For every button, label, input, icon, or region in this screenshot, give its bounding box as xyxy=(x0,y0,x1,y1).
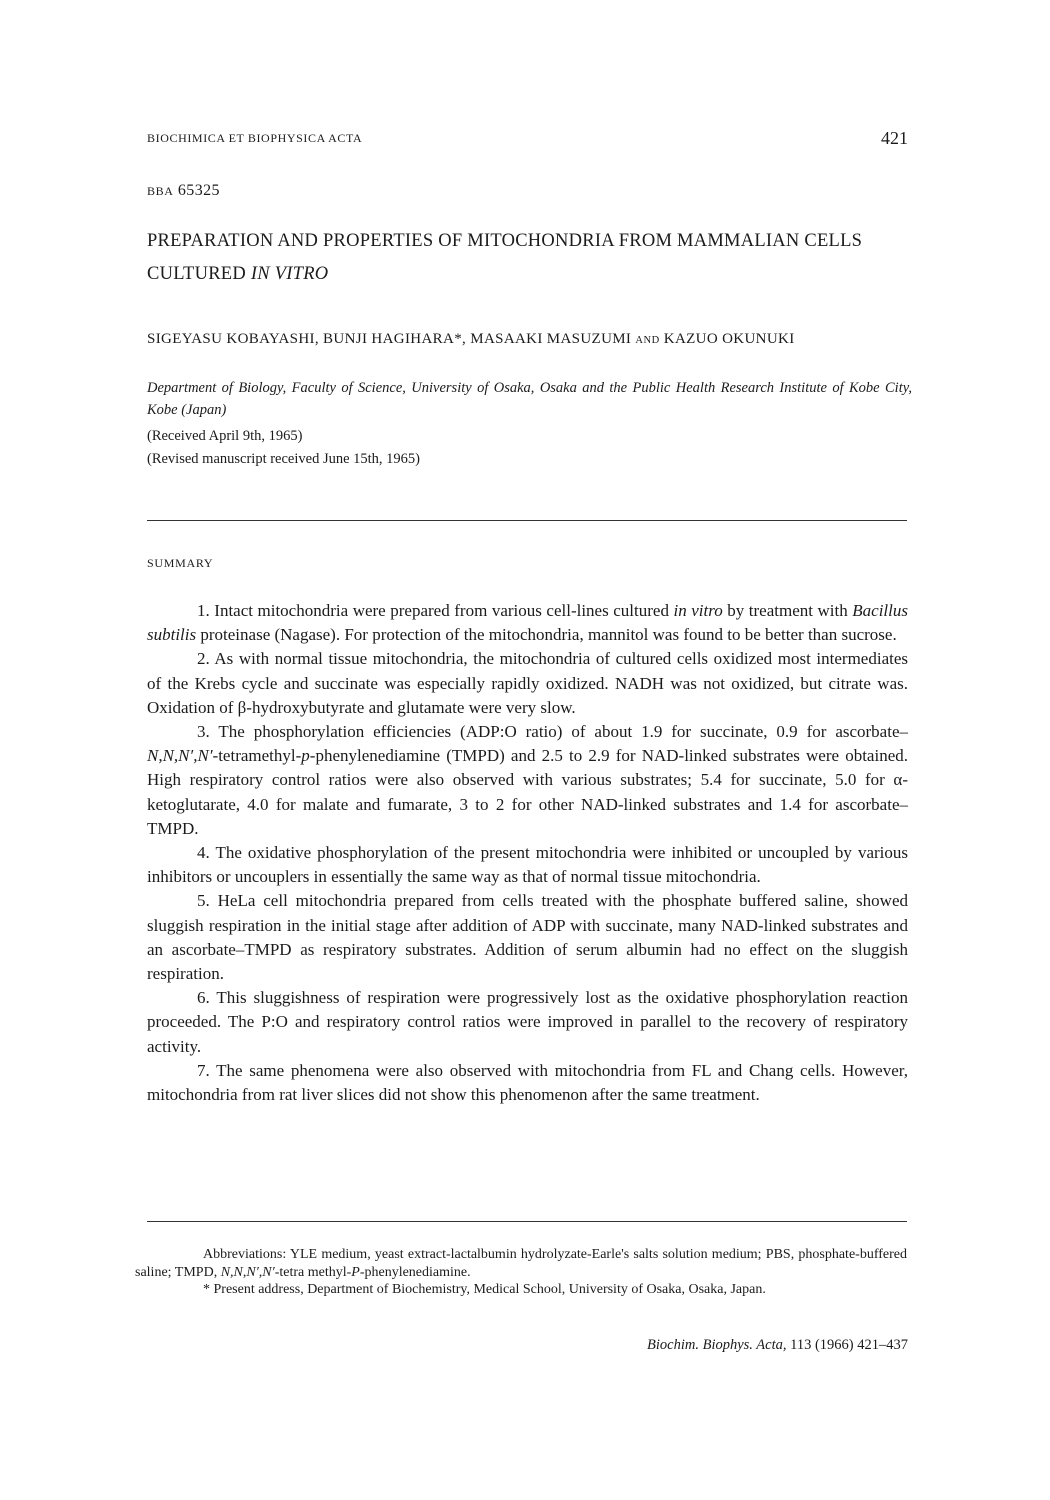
footnote-italic: P xyxy=(351,1264,360,1280)
summary-text: -tetramethyl- xyxy=(212,746,302,766)
bba-number xyxy=(147,182,220,200)
author-list xyxy=(147,328,912,352)
revised-date: (Revised manuscript received June 15th, 1965) xyxy=(147,451,421,467)
present-address-footnote: * Present address, Department of Biochemistry, Medical School, University of Osaka, Osaka, Japan. xyxy=(203,1282,766,1297)
summary-italic: N,N,N′,N′ xyxy=(147,746,213,766)
summary-text: -phenylenediamine (TMPD) and 2.5 to 2.9 for NAD-linked substrates were obtained. High respiratory control ratios were also observed with various substrates; 5.4 for succinate, 5.0 for α-ketoglutarate, 4.0 for malate and fumarate, 3 to 2 for other NAD-linked substrates and 1.4 for ascorbate–TMPD. xyxy=(147,746,908,838)
summary-item-1 xyxy=(147,599,908,647)
authors-part1: SIGEYASU KOBAYASHI, BUNJI HAGIHARA*, MASAAKI MASUZUMI xyxy=(147,331,632,347)
page-number: 421 xyxy=(881,128,908,148)
summary-text: 7. The same phenomena were also observed with mitochondria from FL and Chang cells. However, mitochondria from rat liver slices did not show this phenomenon after the same treatment. xyxy=(147,1060,908,1105)
footnote-text: -phenylenediamine. xyxy=(359,1264,471,1280)
summary-text: 1. Intact mitochondria were prepared from various cell-lines cultured xyxy=(197,601,674,620)
footnote-text: Abbreviations: YLE medium, yeast extract-lactalbumin hydrolyzate-Earle's salts solution medium; PBS, phosphate-buffered saline; TMPD, xyxy=(135,1247,907,1280)
summary-item-5 xyxy=(147,889,908,986)
received-date: (Received April 9th, 1965) xyxy=(147,428,303,444)
summary-text: 3. The phosphorylation efficiencies (ADP:O ratio) of about 1.9 for succinate, 0.9 for ascorbate– xyxy=(197,722,908,742)
summary-text: 2. As with normal tissue mitochondria, the mitochondria of cultured cells oxidized most intermediates of the Krebs cycle and succinate was especially rapidly oxidized. NADH was not oxidized, but citrate was. Oxidation of β-hydroxybutyrate and glutamate were very slow. xyxy=(147,649,908,717)
authors-part2: KAZUO OKUNUKI xyxy=(663,331,795,347)
bba-id: 65325 xyxy=(177,182,220,199)
summary-italic: Bacillus subtilis xyxy=(147,601,908,645)
footnote-italic: N,N,N′,N′ xyxy=(220,1264,275,1280)
affiliation: Department of Biology, Faculty of Science, University of Osaka, Osaka and the Public Health Research Institute of Kobe City, Kobe (Japan) xyxy=(147,380,912,418)
summary-item-6 xyxy=(147,986,908,1059)
abbreviations-footnote xyxy=(135,1246,907,1281)
summary-text: by treatment with xyxy=(722,601,853,620)
summary-heading: SUMMARY xyxy=(147,556,214,570)
summary-text: 6. This sluggishness of respiration were progressively lost as the oxidative phosphorylation reaction proceeded. The P:O and respiratory control ratios were improved in parallel to the recovery of respiratory activity. xyxy=(147,988,908,1056)
summary-italic: p xyxy=(301,746,310,766)
divider-bottom xyxy=(147,1221,907,1222)
summary-text: proteinase (Nagase). For protection of the mitochondria, mannitol was found to be better than sucrose. xyxy=(196,625,897,645)
summary-item-2 xyxy=(147,647,908,720)
title-italic: IN VITRO xyxy=(250,264,329,284)
divider-top xyxy=(147,520,907,521)
citation-journal: Biochim. Biophys. Acta, xyxy=(647,1337,787,1353)
summary-text: 4. The oxidative phosphorylation of the present mitochondria were inhibited or uncoupled by various inhibitors or uncouplers in essentially the same way as that of normal tissue mitochondria. xyxy=(147,843,908,887)
citation xyxy=(520,1337,908,1354)
article-title xyxy=(147,225,912,291)
footnote-text: -tetra methyl- xyxy=(274,1264,352,1280)
citation-details: 113 (1966) 421–437 xyxy=(790,1337,908,1353)
title-main: PREPARATION AND PROPERTIES OF MITOCHONDRIA FROM MAMMALIAN CELLS CULTURED xyxy=(147,231,863,284)
summary-item-3 xyxy=(147,720,908,841)
running-head: BIOCHIMICA ET BIOPHYSICA ACTA xyxy=(147,131,363,145)
summary-italic: in vitro xyxy=(673,601,723,620)
summary-item-7 xyxy=(147,1059,908,1107)
summary-body xyxy=(147,599,908,1107)
footnotes xyxy=(135,1246,907,1299)
summary-text: 5. HeLa cell mitochondria prepared from cells treated with the phosphate buffered saline, showed sluggish respiration in the initial stage after addition of ADP with succinate, many NAD-linked substrates and an ascorbate–TMPD as respiratory substrates. Addition of serum albumin had no effect on the sluggish respiration. xyxy=(147,891,908,984)
authors-and: AND xyxy=(635,335,660,346)
bba-prefix: BBA xyxy=(147,184,174,198)
summary-item-4 xyxy=(147,841,908,889)
